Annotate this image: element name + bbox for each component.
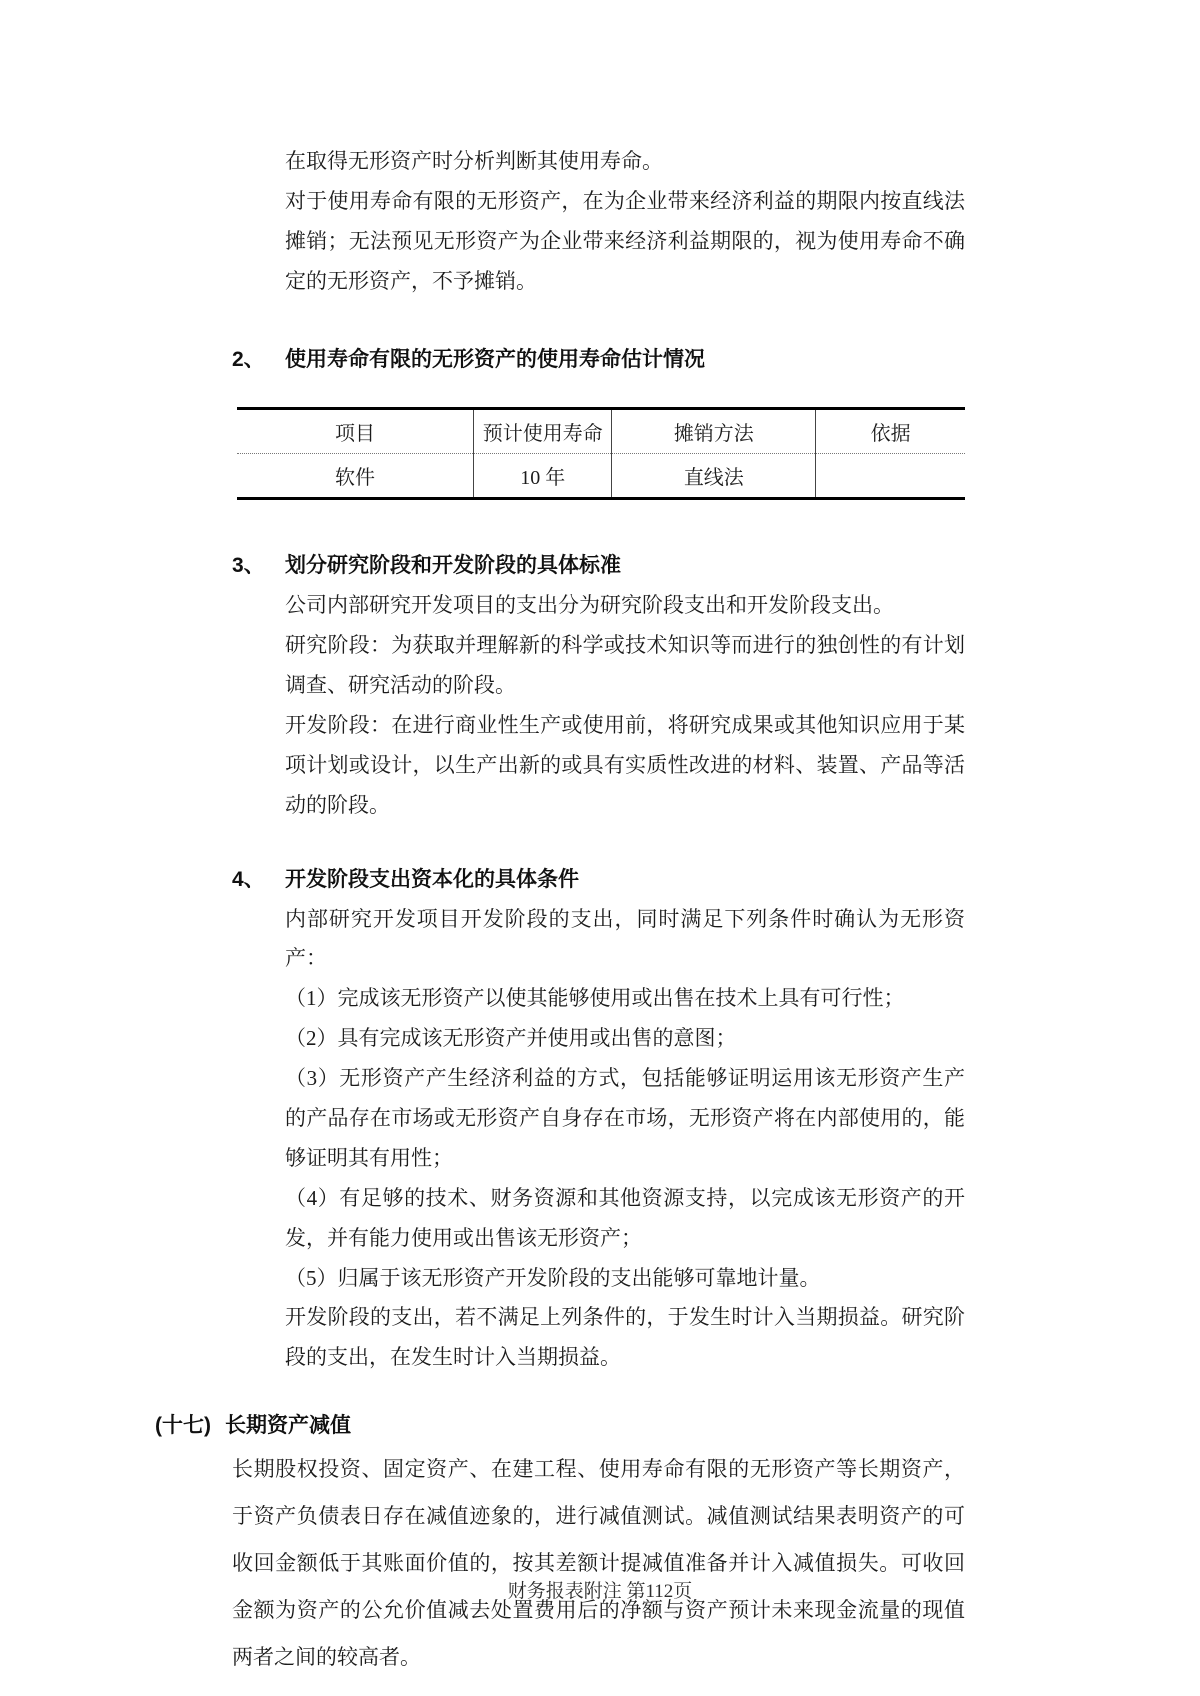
table-header-cell: 项目 (237, 409, 474, 454)
body-paragraph: 研究阶段：为获取并理解新的科学或技术知识等而进行的独创性的有计划调查、研究活动的阶段。 (285, 633, 965, 698)
section-title: 划分研究阶段和开发阶段的具体标准 (285, 554, 621, 578)
table-cell-method: 直线法 (612, 454, 816, 499)
table-header-cell: 摊销方法 (612, 409, 816, 454)
section-number: 4、 (232, 867, 265, 891)
body-paragraph: 长期股权投资、固定资产、在建工程、使用寿命有限的无形资产等长期资产，于资产负债表日存在减值迹象的，进行减值测试。减值测试结果表明资产的可收回金额低于其账面价值的，按其差额计提减值准备并计入减值损失。可收回金额为资产的公允价值减去处置费用后的净额与资产预计未来现金流量的现值两者之间的较高者。 (232, 1457, 965, 1670)
list-item: （1）完成该无形资产以使其能够使用或出售在技术上具有可行性； (285, 986, 905, 1011)
section-3-heading (155, 546, 965, 586)
body-paragraph: 开发阶段的支出，若不满足上列条件的，于发生时计入当期损益。研究阶段的支出，在发生时计入当期损益。 (285, 1305, 965, 1370)
section-17-body (232, 1446, 965, 1681)
section-number: 2、 (232, 347, 265, 371)
section-2-heading (155, 340, 965, 380)
list-item: （5）归属于该无形资产开发阶段的支出能够可靠地计量。 (285, 1265, 821, 1290)
section-3-body (285, 586, 965, 825)
section-17-heading (155, 1406, 965, 1446)
page-footer: 财务报表附注 第112页 (507, 1581, 693, 1602)
intro-paragraphs (285, 142, 965, 302)
section-title: 使用寿命有限的无形资产的使用寿命估计情况 (285, 347, 705, 371)
body-paragraph: 在取得无形资产时分析判断其使用寿命。 (285, 149, 663, 173)
table-header-cell: 依据 (816, 409, 965, 454)
useful-life-table-wrap (237, 407, 965, 500)
section-number: 3、 (232, 554, 265, 578)
table-cell-life: 10 年 (474, 454, 612, 499)
list-item: （3）无形资产产生经济利益的方式，包括能够证明运用该无形资产生产的产品存在市场或无形资产自身存在市场，无形资产将在内部使用的，能够证明其有用性； (285, 1066, 965, 1170)
section-title: 开发阶段支出资本化的具体条件 (285, 867, 579, 891)
body-paragraph: 内部研究开发项目开发阶段的支出，同时满足下列条件时确认为无形资产： (285, 906, 965, 971)
body-paragraph: 公司内部研究开发项目的支出分为研究阶段支出和开发阶段支出。 (285, 593, 894, 618)
body-paragraph: 开发阶段：在进行商业性生产或使用前，将研究成果或其他知识应用于某项计划或设计，以生产出新的或具有实质性改进的材料、装置、产品等活动的阶段。 (285, 713, 965, 817)
body-paragraph: 对于使用寿命有限的无形资产，在为企业带来经济利益的期限内按直线法摊销；无法预见无形资产为企业带来经济利益期限的，视为使用寿命不确定的无形资产，不予摊销。 (285, 188, 965, 293)
section-number: (十七) (155, 1414, 211, 1438)
list-item: （2）具有完成该无形资产并使用或出售的意图； (285, 1026, 737, 1051)
table-cell-basis (816, 454, 965, 499)
table-row (237, 454, 965, 499)
section-title: 长期资产减值 (225, 1414, 351, 1438)
list-item: （4）有足够的技术、财务资源和其他资源支持，以完成该无形资产的开发，并有能力使用或出售该无形资产； (285, 1185, 965, 1250)
table-header-row (237, 409, 965, 454)
table-cell-item: 软件 (237, 454, 474, 499)
useful-life-table (237, 407, 965, 500)
table-header-cell: 预计使用寿命 (474, 409, 612, 454)
section-4-heading (155, 860, 965, 900)
section-4-body (285, 900, 965, 1379)
